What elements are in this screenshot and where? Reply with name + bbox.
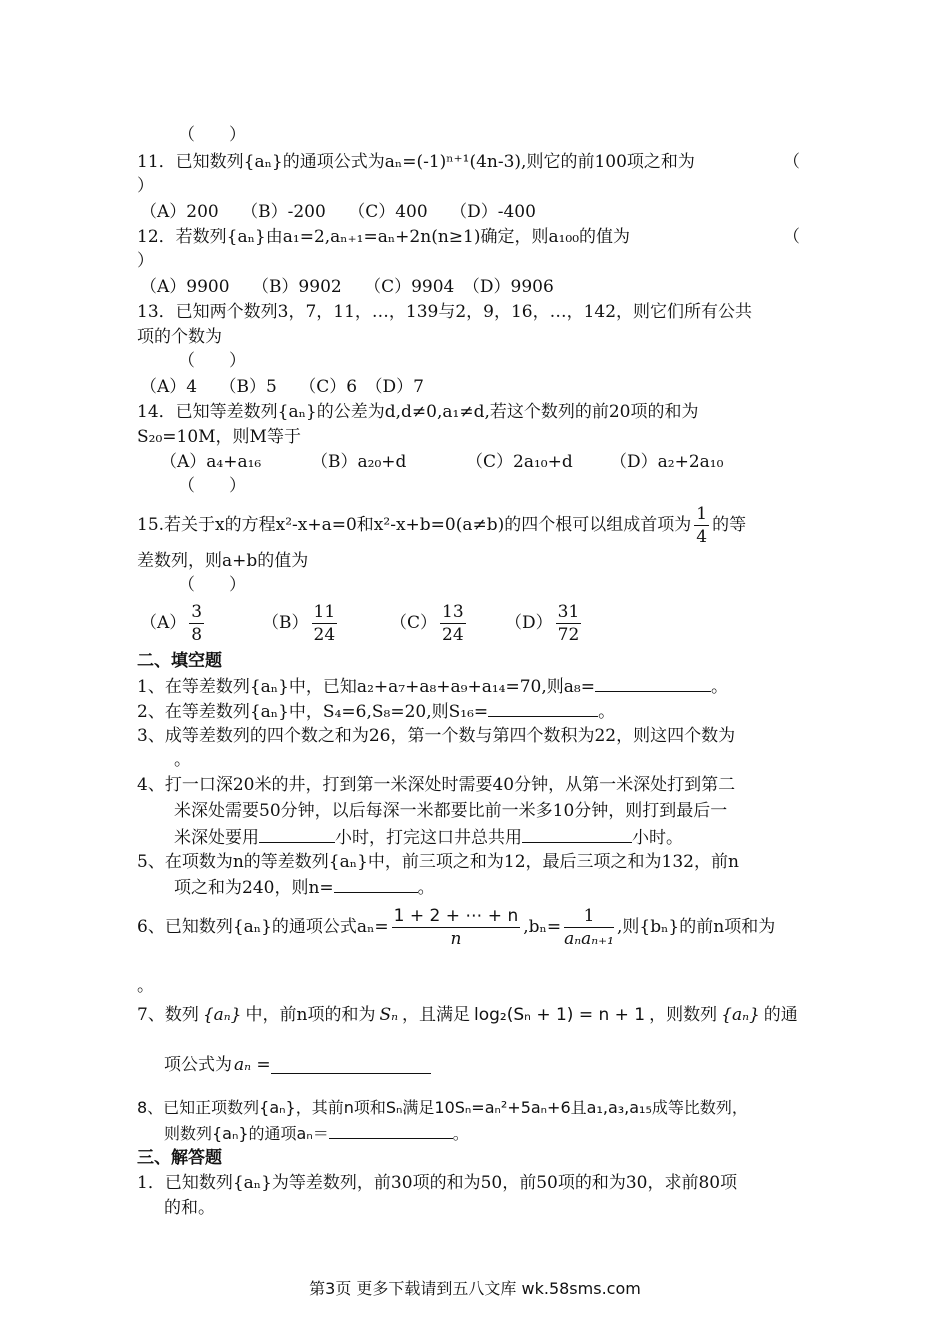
- fill-1-end: 。: [710, 677, 728, 697]
- question-14-option-d: （D）a₂+2a₁₀: [610, 452, 724, 472]
- fill-7-formula: log₂(Sₙ + 1) = n + 1: [474, 1005, 646, 1025]
- fill-6-mid: ,bₙ=: [523, 917, 562, 937]
- fill-4-line3: [174, 826, 683, 849]
- fill-7-c: ，且满足: [402, 1005, 470, 1025]
- question-15-option-b: [262, 598, 340, 648]
- fill-5-line2: [174, 876, 435, 899]
- answer-1-line1: 1．已知数列{aₙ}为等差数列，前30项的和为50，前50项的和为30，求前80项: [137, 1173, 738, 1193]
- fill-7-blank: [271, 1057, 431, 1074]
- option-fraction: [189, 601, 204, 646]
- fill-8-blank: [329, 1122, 453, 1139]
- q10-answer-paren: （ ）: [178, 125, 246, 145]
- fill-3-text: 3、成等差数列的四个数之和为26，第一个数与第四个数积为22，则这四个数为: [137, 726, 736, 746]
- question-14-option-a: （A）a₄+a₁₆: [160, 452, 262, 472]
- option-label: （D）: [505, 613, 553, 633]
- question-11-text: 11．已知数列{aₙ}的通项公式为aₙ=(-1)ⁿ⁺¹(4n-3),则它的前100项之和为: [137, 152, 695, 172]
- fill-2-text: 2、在等差数列{aₙ}中，S₄=6,S₈=20,则S₁₆=: [137, 702, 489, 722]
- question-15-option-d: [505, 598, 584, 648]
- fraction-numerator: 1 + 2 + ⋯ + n: [393, 905, 519, 926]
- fill-4-blank-2: [522, 826, 632, 843]
- fraction-numerator: 11: [313, 601, 336, 622]
- question-13-line1: 13．已知两个数列3，7，11，…，139与2，9，16，…，142，则它们所有公共: [137, 302, 753, 322]
- fill-7-b: 中，前n项的和为: [245, 1005, 376, 1025]
- option-label: （A）: [140, 613, 187, 633]
- question-14-option-c: （C）2a₁₀+d: [466, 452, 573, 472]
- fill-5-line2-b: 。: [417, 878, 435, 898]
- question-15-line1-before: 15.若关于x的方程x²-x+a=0和x²-x+b=0(a≠b)的四个根可以组成首项为: [137, 515, 692, 535]
- fill-6-end: 。: [137, 976, 154, 996]
- page-footer: 第3页 更多下载请到五八文库 wk.58sms.com: [309, 1279, 641, 1298]
- fill-7-seq-2: {aₙ}: [721, 1005, 760, 1025]
- option-fraction: [312, 601, 338, 646]
- question-14-option-b: （B）a₂₀+d: [311, 452, 407, 472]
- question-14-line1: 14．已知等差数列{aₙ}的公差为d,d≠0,a₁≠d,若这个数列的前20项的和为: [137, 402, 699, 422]
- section-2-title: 二、填空题: [137, 651, 222, 671]
- question-15-line2: 差数列，则a+b的值为: [137, 551, 309, 571]
- fraction-numerator: 1: [564, 905, 614, 928]
- fraction-denominator: 24: [442, 624, 464, 645]
- question-15-line1: [137, 500, 746, 550]
- fill-6-after: ,则{bₙ}的前n项和为: [616, 917, 776, 937]
- question-11-paren-close: ）: [137, 176, 154, 196]
- fill-6: [137, 902, 775, 952]
- fill-4-line3-a: 米深处要用: [174, 828, 259, 848]
- fraction-one-quarter: [694, 503, 709, 548]
- section-3-title: 三、解答题: [137, 1148, 222, 1168]
- option-fraction: [440, 601, 466, 646]
- question-13-paren: （ ）: [178, 351, 246, 371]
- fill-4-line2: 米深处需要50分钟，以后每深一米都要比前一米多10分钟，则打到最后一: [174, 801, 728, 821]
- fill-1-text: 1、在等差数列{aₙ}中，已知a₂+a₇+a₈+a₉+a₁₄=70,则a₈=: [137, 677, 595, 697]
- fraction-numerator: 3: [191, 601, 203, 622]
- fill-7-sn: Sₙ: [379, 1005, 398, 1025]
- fraction-denominator: 24: [313, 624, 336, 645]
- fill-5-line1: 5、在项数为n的等差数列{aₙ}中，前三项之和为12，最后三项之和为132，前n: [137, 852, 739, 872]
- fill-1: [137, 675, 728, 698]
- question-12-options: （A）9900 （B）9902 （C）9904 （D）9906: [140, 277, 554, 297]
- option-fraction: [556, 601, 582, 646]
- fill-2-end: 。: [598, 702, 616, 722]
- fill-4-line3-c: 小时。: [632, 828, 683, 848]
- fill-4-line3-b: 小时，打完这口井总共用: [335, 828, 522, 848]
- question-15-option-a: [140, 598, 207, 648]
- question-15-paren: （ ）: [178, 575, 246, 595]
- question-15-line1-after: 的等: [712, 515, 747, 535]
- option-label: （B）: [262, 613, 309, 633]
- question-12-paren-open: （: [783, 227, 800, 247]
- fraction-denominator: 8: [191, 624, 203, 645]
- fill-4-line1: 4、打一口深20米的井，打到第一米深处时需要40分钟，从第一米深处打到第二: [137, 775, 736, 795]
- fill-2-blank: [488, 700, 598, 717]
- fill-7-line1: [137, 1000, 798, 1030]
- fill-1-blank: [595, 675, 711, 692]
- fill-7-line2-a: 项公式为: [164, 1055, 232, 1075]
- fill-8-line1: 8、已知正项数列{aₙ}，其前n项和Sₙ满足10Sₙ=aₙ²+5aₙ+6且a₁,a₃,a₁₅成等比数列，: [137, 1098, 748, 1117]
- fill-5-blank: [334, 876, 418, 893]
- question-11-paren-open: （: [783, 152, 800, 172]
- fraction-denominator: 4: [696, 526, 708, 547]
- fraction-denominator: aₙaₙ₊₁: [564, 928, 614, 949]
- fill-7-line2-b: aₙ =: [234, 1055, 271, 1075]
- fraction-denominator: 72: [557, 624, 580, 645]
- fill-8-line2-b: 。: [452, 1124, 469, 1143]
- fill-7-seq: {aₙ}: [202, 1005, 242, 1025]
- fill-7-line2: [164, 1050, 431, 1080]
- fraction-numerator: 31: [557, 601, 580, 622]
- question-12-paren-close: ）: [137, 251, 154, 271]
- question-15-option-c: [390, 598, 469, 648]
- fill-6-before: 6、已知数列{aₙ}的通项公式aₙ=: [137, 917, 389, 937]
- fill-7-e: 的通: [763, 1005, 798, 1025]
- fill-3-end: 。: [174, 750, 191, 770]
- fill-6-fraction-an: [392, 905, 521, 950]
- fraction-numerator: 13: [442, 601, 464, 622]
- fill-8-line2-a: 则数列{aₙ}的通项aₙ＝: [164, 1124, 329, 1143]
- question-14-paren: （ ）: [178, 476, 246, 496]
- fill-6-fraction-bn: [564, 905, 614, 950]
- fraction-numerator: 1: [696, 503, 708, 524]
- answer-1-line2: 的和。: [164, 1198, 215, 1218]
- fraction-denominator: n: [450, 928, 462, 949]
- fill-5-line2-a: 项之和为240，则n=: [174, 878, 334, 898]
- fill-7-a: 7、数列: [137, 1005, 199, 1025]
- fill-2: [137, 700, 615, 723]
- question-14-line2: S₂₀=10M，则M等于: [137, 427, 301, 447]
- question-12-text: 12．若数列{aₙ}由a₁=2,aₙ₊₁=aₙ+2n(n≥1)确定，则a₁₀₀的值为: [137, 227, 631, 247]
- question-11-options: （A）200 （B）-200 （C）400 （D）-400: [140, 202, 536, 222]
- fill-8-line2: [164, 1122, 469, 1145]
- question-13-line2: 项的个数为: [137, 327, 222, 347]
- fill-4-blank-1: [259, 826, 335, 843]
- option-label: （C）: [390, 613, 438, 633]
- question-13-options: （A）4 （B）5 （C）6 （D）7: [140, 377, 424, 397]
- fill-7-d: ，则数列: [649, 1005, 718, 1025]
